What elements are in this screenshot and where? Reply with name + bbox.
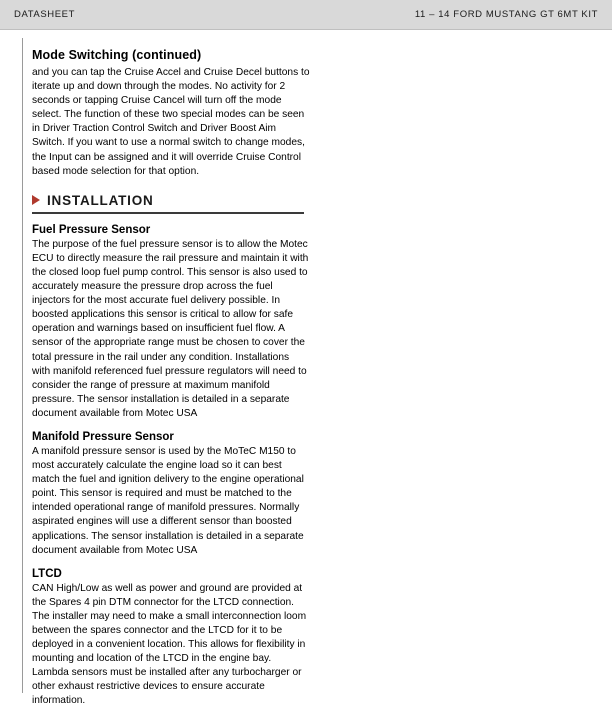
text-column [32, 48, 310, 709]
header-kit-title: 11 – 14 FORD MUSTANG GT 6MT KIT [414, 9, 598, 20]
fuel-pressure-sensor-heading: Fuel Pressure Sensor [32, 223, 151, 236]
page-content [0, 30, 612, 709]
manifold-pressure-sensor-paragraph: A manifold pressure sensor is used by the MoTeC M150 to most accurately calculate the engine load so it can best match the fuel and ignition delivery to the engine operational point. This sensor is required and must be matched to the intended operational range of manifold pressures. Normally aspirated engines will use a different sensor than boosted applications. The sensor installation is detailed in a separate document available from Motec USA [32, 445, 304, 556]
triangle-right-icon [32, 195, 40, 205]
installation-heading-block [32, 193, 310, 214]
ltcd-paragraph: CAN High/Low as well as power and ground are provided at the Spares 4 pin DTM connector for the LTCD connection. The installer may need to make a small interconnection loom between the spares connector and the LTCD for it to be deployed in a convenient location. This allows for flexibility in mounting and location of the LTCD in the engine bay. Lambda sensors must be installed after any turbocharger or other exhaust restrictive devices to ensure accurate information. [32, 582, 307, 707]
ltcd-heading: LTCD [32, 567, 62, 580]
installation-label: INSTALLATION [47, 192, 154, 208]
installation-divider [32, 212, 304, 214]
header-document-type: DATASHEET [14, 9, 75, 20]
installation-heading-row [32, 193, 310, 208]
mode-switching-paragraph: and you can tap the Cruise Accel and Cruise Decel buttons to iterate up and down through the modes. No activity for 2 seconds or tapping Cruise Cancel will turn off the mode select. The function of these two special modes can be seen in Driver Traction Control Switch and Driver Boost Aim Switch. If you want to use a normal switch to change modes, the Input can be assigned and it will override Cruise Control based mode selection for that option. [32, 67, 310, 177]
page-header [0, 0, 612, 30]
mode-switching-heading: Mode Switching (continued) [32, 48, 202, 62]
fuel-pressure-sensor-paragraph: The purpose of the fuel pressure sensor is to allow the Motec ECU to directly measure the rail pressure and maintain it with the closed loop fuel pump control. This sensor is also used to accurately measure the pressure drop across the fuel injectors for the most accurate fuel delivery possible. In boosted applications this sensor is critical to allow for safe operation and warnings based on insufficient fuel flow. A sensor of the appropriate range must be chosen to cover the total pressure in the rail under any condition. Installations with manifold referenced fuel pressure regulators will need to consider the range of pressure at maximum manifold pressure. The sensor installation is detailed in a separate document available from Motec USA [32, 238, 309, 419]
manifold-pressure-sensor-heading: Manifold Pressure Sensor [32, 430, 174, 443]
